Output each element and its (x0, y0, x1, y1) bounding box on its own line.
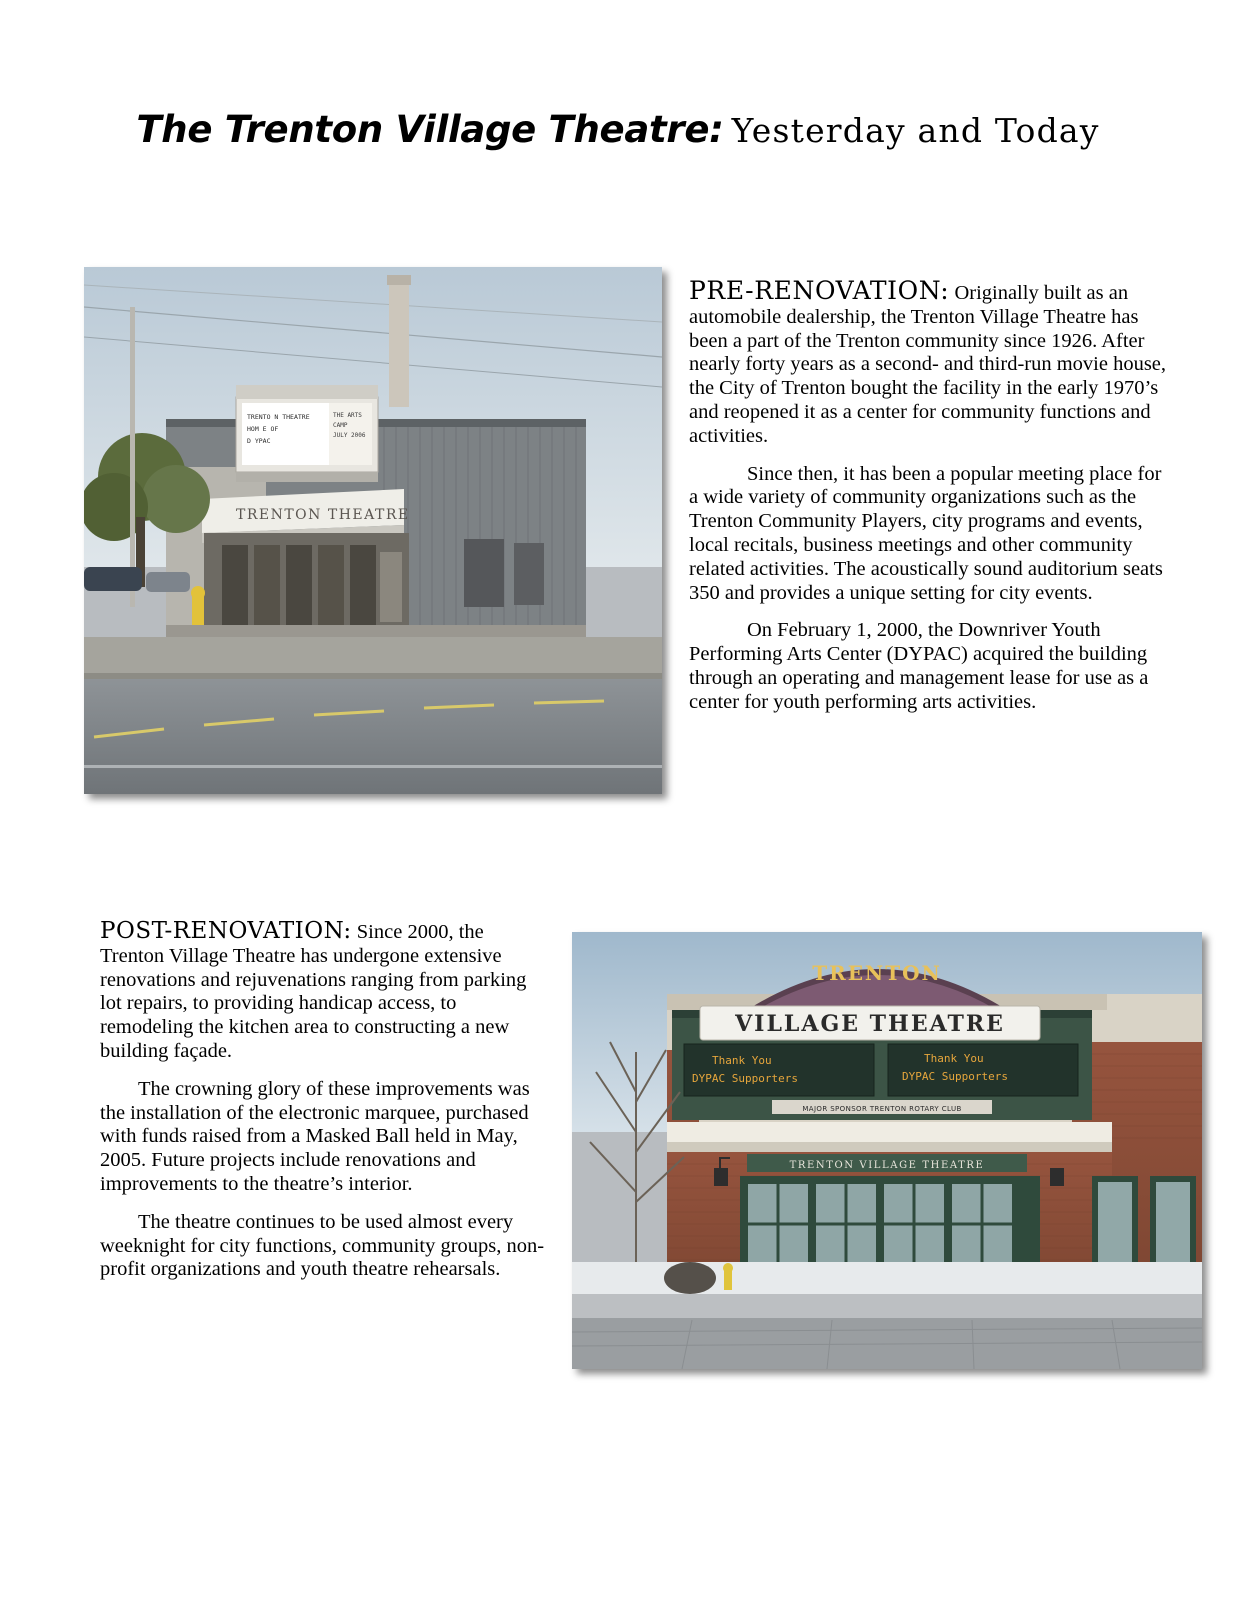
svg-text:VILLAGE THEATRE: VILLAGE THEATRE (735, 1011, 1005, 1037)
pre-renovation-paragraph-3: On February 1, 2000, the Downriver Youth Performing Arts Center (DYPAC) acquired the building through an operating and management lease for use as a center for youth performing arts activities. (689, 619, 1149, 713)
post-renovation-first-paragraph (100, 920, 546, 1064)
pre-renovation-first-paragraph (689, 276, 1167, 449)
section-post-renovation-text (100, 920, 546, 1296)
photo-pre-renovation-image (84, 267, 662, 794)
photo-post-renovation (572, 932, 1202, 1369)
post-renovation-lead: Since 2000, (351, 921, 454, 943)
page-title-main: The Trenton Village Theatre: (136, 108, 724, 151)
svg-text:JULY 2006: JULY 2006 (333, 432, 366, 439)
post-renovation-paragraph-3: The theatre continues to be used almost every weeknight for city functions, community groups, non-profit organizations and youth theatre rehearsals. (100, 1210, 545, 1281)
photo-pre-renovation (84, 267, 662, 794)
page-title-sub: Yesterday and Today (731, 111, 1100, 150)
pre-renovation-lead: Originally built (949, 282, 1082, 304)
post-renovation-paragraph-1: the Trenton Village Theatre has undergone extensive renovations and rejuvenations ranging from parking lot repairs, to providing handicap access, to remodeling the kitchen area to constructing a new building façade. (100, 921, 527, 1062)
post-renovation-paragraph-2: The crowning glory of these improvements was the installation of the electronic marquee, purchased with funds raised from a Masked Ball held in May, 2005. Future projects include renovations and improvements to the theatre’s interior. (100, 1077, 530, 1195)
svg-text:TRENTON: TRENTON (812, 961, 942, 985)
svg-text:HOM E OF: HOM E OF (247, 425, 279, 433)
post-renovation-heading: POST-RENOVATION: (100, 918, 352, 944)
pre-renovation-paragraph-2: Since then, it has been a popular meeting place for a wide variety of community organizations such as the Trenton Community Players, city programs and events, local recitals, business meetings and other community related activities. The acoustically sound auditorium seats 350 and provides a unique setting for city events. (689, 462, 1163, 604)
pre-renovation-paragraph-1: as an automobile dealership, the Trenton Village Theatre has been a part of the Trenton community since 1926. After nearly forty years as a second- and third-run movie house, the City of Trenton bought the facility in the early 1970’s and reopened it as a center for community functions and activities. (689, 282, 1167, 447)
svg-text:CAMP: CAMP (333, 422, 348, 429)
page-title (0, 108, 1236, 151)
svg-text:MAJOR SPONSOR TRENTON ROT: MAJOR SPONSOR TRENTON ROTARY CLUB (802, 1105, 962, 1113)
svg-text:DYPAC Supporters: DYPAC Supporters (902, 1070, 1008, 1083)
svg-text:DYPAC Supporters: DYPAC Supporters (692, 1072, 798, 1085)
svg-text:D YPAC: D YPAC (247, 437, 271, 445)
section-pre-renovation-text (689, 276, 1167, 729)
photo-post-renovation-image (572, 932, 1202, 1369)
svg-text:TRENTON VILLAGE THEATRE: TRENTON VILLAGE THEATRE (789, 1160, 985, 1171)
svg-text:Thank You: Thank You (924, 1052, 984, 1065)
svg-text:Thank You: Thank You (712, 1054, 772, 1067)
pre-renovation-heading: PRE-RENOVATION: (689, 276, 950, 305)
svg-text:THE ARTS: THE ARTS (333, 412, 362, 419)
svg-text:TRENTO N THEATRE: TRENTO N THEATRE (247, 413, 310, 421)
svg-text:TRENTON THEATRE: TRENTON THEATRE (236, 507, 410, 523)
